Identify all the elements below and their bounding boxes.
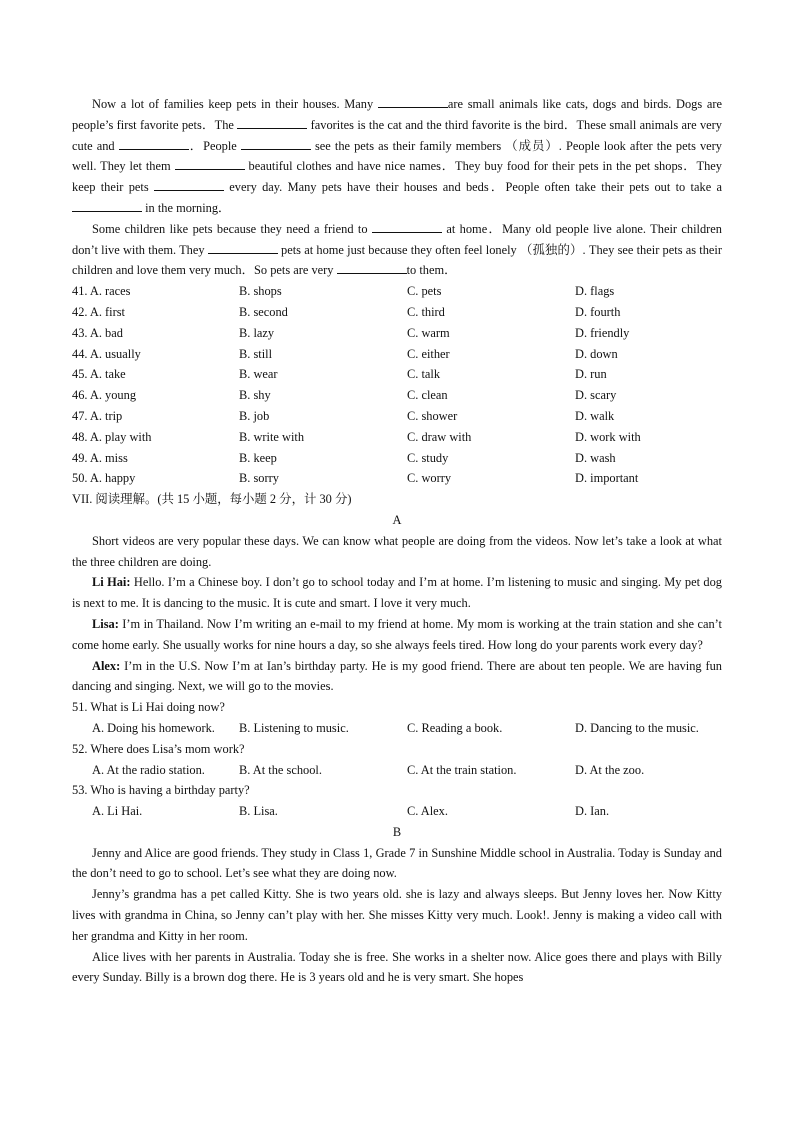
- cloze-paragraph-2: Some children like pets because they need a friend to at home．Many old people live alone. Their children don’t live with them. They pets at home just because they often feel lonely （孤独的）. They see their pets as their children and love them very much．So pets are very to them．: [72, 221, 722, 278]
- option-d: D. flags: [575, 284, 615, 299]
- option-a: A. Li Hai.: [92, 804, 143, 819]
- option-row-47: [72, 406, 722, 427]
- blank-47: [72, 200, 142, 212]
- option-row-50: [72, 468, 722, 489]
- option-d: D. friendly: [575, 325, 630, 340]
- option-a: 45. A. take: [72, 367, 126, 382]
- option-b: B. Lisa.: [239, 804, 278, 819]
- option-a: 46. A. young: [72, 388, 137, 403]
- option-row-45: [72, 364, 722, 385]
- part-b-paragraph-1: Jenny and Alice are good friends. They study in Class 1, Grade 7 in Sunshine Middle school in Australia. Today is Sunday and the don’t need to go to school. Let’s see what they are doing now.: [72, 845, 722, 881]
- question-text: 51. What is Li Hai doing now?: [72, 700, 225, 715]
- option-c: C. warm: [407, 325, 450, 340]
- option-a: 48. A. play with: [72, 429, 152, 444]
- option-b: B. wear: [239, 367, 278, 382]
- option-b: B. write with: [239, 429, 305, 444]
- option-d: D. work with: [575, 429, 641, 444]
- option-b: B. lazy: [239, 325, 275, 340]
- blank-42: [237, 117, 307, 129]
- option-d: D. wash: [575, 450, 616, 465]
- alex-paragraph: Alex: I’m in the U.S. Now I’m at Ian’s birthday party. He is my good friend. There are about ten people. We are having fun dancing and singing. Next, we will go to the movies.: [72, 658, 722, 694]
- option-d: D. important: [575, 471, 639, 486]
- option-row-44: [72, 344, 722, 365]
- option-row-42: [72, 302, 722, 323]
- question-text: 53. Who is having a birthday party?: [72, 783, 250, 798]
- option-b: B. At the school.: [239, 762, 322, 777]
- blank-46: [154, 179, 224, 191]
- option-c: C. shower: [407, 408, 458, 423]
- blank-49: [208, 242, 278, 254]
- option-b: B. Listening to music.: [239, 720, 349, 735]
- option-d: D. walk: [575, 408, 615, 423]
- question-51: [72, 697, 722, 739]
- part-b-paragraph-3: Alice lives with her parents in Australia. Today she is free. She works in a shelter now. Alice goes there and plays with Billy every Sunday. Billy is a brown dog there. He is 3 years old and he is very smart. She hopes: [72, 949, 722, 985]
- option-d: D. down: [575, 346, 618, 361]
- option-b: B. keep: [239, 450, 277, 465]
- option-d: D. fourth: [575, 304, 621, 319]
- part-b-label: B: [392, 824, 402, 839]
- option-b: B. second: [239, 304, 288, 319]
- option-a: 50. A. happy: [72, 471, 136, 486]
- option-c: C. draw with: [407, 429, 472, 444]
- blank-50: [337, 262, 407, 274]
- lihai-paragraph: Li Hai: Hello. I’m a Chinese boy. I don’t go to school today and I’m at home. I’m listening to music and singing. My pet dog is next to me. It is dancing to the music. It is cute and smart. I love it very much.: [72, 575, 722, 611]
- option-d: D. Dancing to the music.: [575, 720, 699, 735]
- question-options: [72, 801, 722, 822]
- part-a-intro: Short videos are very popular these days. We can know what people are doing from the videos. Now let’s take a look at what the three children are doing.: [72, 533, 722, 569]
- question-52: [72, 739, 722, 781]
- option-a: 41. A. races: [72, 284, 131, 299]
- question-53: [72, 780, 722, 822]
- option-c: C. pets: [407, 284, 442, 299]
- option-a: 49. A. miss: [72, 450, 128, 465]
- cloze-paragraph-1: Now a lot of families keep pets in their houses. Many are small animals like cats, dogs and birds. Dogs are people’s first favorite pets．The favorites is the cat and the third favorite is the bird．These small animals are very cute and ．People see the pets as their family members （成员）. People look after the pets very well. They let them beautiful clothes and have nice names．They buy food for their pets in the pet shops．They keep their pets every day. Many pets have their houses and beds．People often take their pets out to take a in the morning．: [72, 97, 722, 215]
- option-b: B. still: [239, 346, 273, 361]
- speaker-name: Li Hai:: [92, 575, 131, 590]
- question-text: 52. Where does Lisa’s mom work?: [72, 741, 245, 756]
- option-a: A. Doing his homework.: [92, 720, 215, 735]
- option-a: 47. A. trip: [72, 408, 123, 423]
- option-row-48: [72, 427, 722, 448]
- blank-41: [378, 96, 448, 108]
- option-c: C. third: [407, 304, 445, 319]
- option-d: D. Ian.: [575, 804, 610, 819]
- option-a: 44. A. usually: [72, 346, 141, 361]
- option-row-41: [72, 281, 722, 302]
- option-c: C. At the train station.: [407, 762, 517, 777]
- option-c: C. Alex.: [407, 804, 448, 819]
- option-c: C. clean: [407, 388, 448, 403]
- option-row-43: [72, 323, 722, 344]
- option-d: D. At the zoo.: [575, 762, 645, 777]
- option-c: C. study: [407, 450, 449, 465]
- question-options: [72, 718, 722, 739]
- part-a-label: A: [392, 512, 402, 527]
- option-d: D. scary: [575, 388, 617, 403]
- part-b-paragraph-2: Jenny’s grandma has a pet called Kitty. She is two years old. she is lazy and always sleeps. But Jenny loves her. Now Kitty lives with grandma in China, so Jenny can’t play with her. She misses Kitty very much. Look!. Jenny is making a video call with her grandma and Kitty in her room.: [72, 887, 722, 943]
- option-a: 43. A. bad: [72, 325, 123, 340]
- blank-48: [372, 221, 442, 233]
- option-d: D. run: [575, 367, 607, 382]
- option-b: B. job: [239, 408, 270, 423]
- blank-43: [119, 138, 189, 150]
- option-c: C. Reading a book.: [407, 720, 503, 735]
- option-b: B. shy: [239, 388, 271, 403]
- option-c: C. talk: [407, 367, 441, 382]
- option-b: B. sorry: [239, 471, 279, 486]
- option-c: C. either: [407, 346, 450, 361]
- option-row-46: [72, 385, 722, 406]
- exam-page: [72, 94, 722, 988]
- option-b: B. shops: [239, 284, 282, 299]
- blank-44: [241, 138, 311, 150]
- blank-45: [175, 158, 245, 170]
- cloze-options: [72, 281, 722, 489]
- lisa-paragraph: Lisa: I’m in Thailand. Now I’m writing an e-mail to my friend at home. My mom is working at the train station and she can’t come home early. She usually works for nine hours a day, so she always feels tired. How long do your parents work every day?: [72, 616, 722, 652]
- question-options: [72, 760, 722, 781]
- section-heading: VII. 阅读理解。(共 15 小题，每小题 2 分，计 30 分): [72, 492, 352, 507]
- option-c: C. worry: [407, 471, 452, 486]
- speaker-name: Lisa:: [92, 616, 119, 631]
- option-row-49: [72, 448, 722, 469]
- speaker-name: Alex:: [92, 658, 121, 673]
- option-a: A. At the radio station.: [92, 762, 205, 777]
- option-a: 42. A. first: [72, 304, 126, 319]
